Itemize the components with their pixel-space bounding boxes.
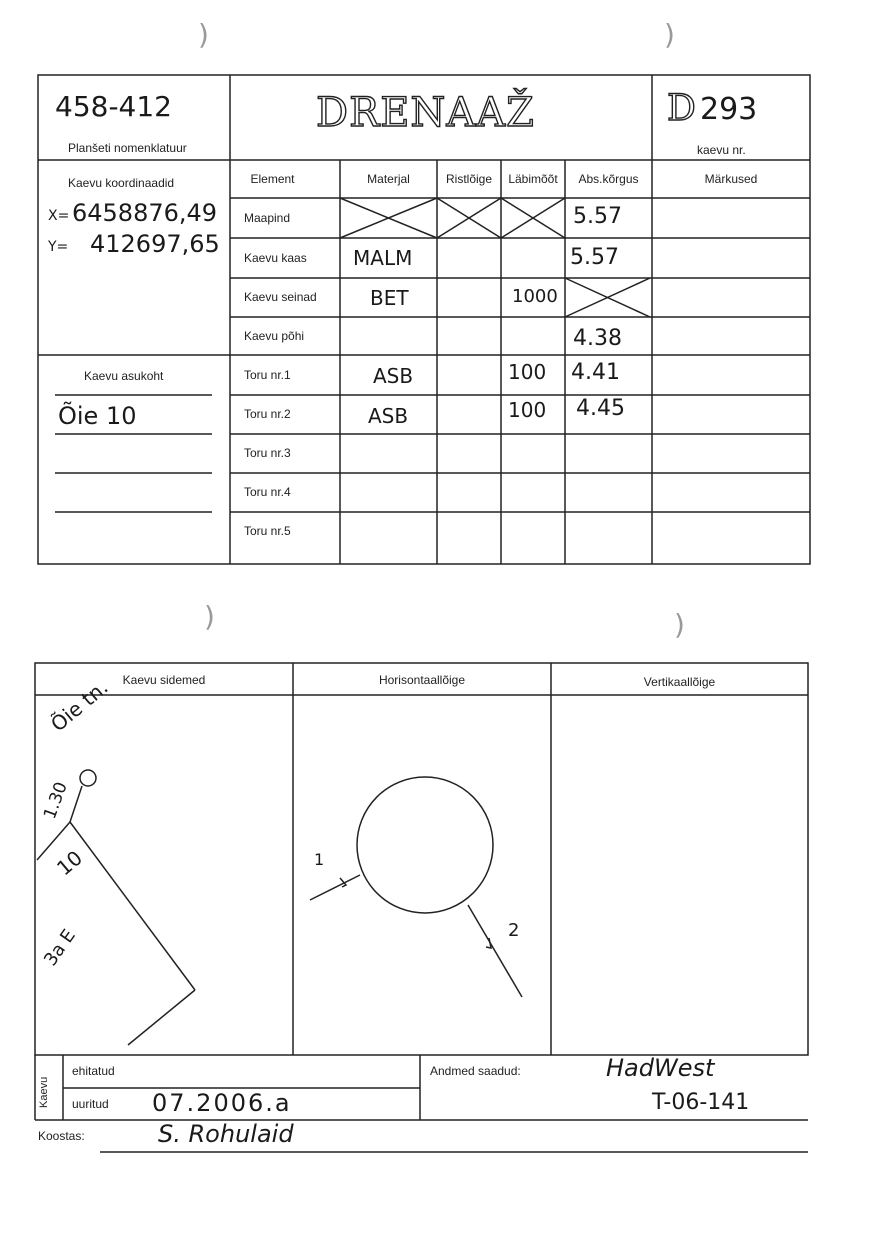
col-header-material: Materjal bbox=[367, 172, 410, 186]
x-coordinate-prefix: X= bbox=[48, 208, 70, 224]
row-diameter: 100 bbox=[508, 360, 547, 384]
row-element: Toru nr.5 bbox=[244, 524, 291, 538]
compiled-value: S. Rohulaid bbox=[158, 1120, 294, 1148]
y-coordinate-value: 412697,65 bbox=[90, 230, 220, 258]
col-header-notes: Märkused bbox=[704, 172, 758, 186]
row-elevation: 4.41 bbox=[571, 360, 620, 385]
sketch-horizontal-label: Horisontaallõige bbox=[378, 673, 466, 687]
well-number-label: kaevu nr. bbox=[697, 143, 746, 157]
row-element: Kaevu põhi bbox=[244, 329, 305, 343]
row-elevation: 4.45 bbox=[576, 396, 625, 421]
row-material: BET bbox=[370, 286, 409, 310]
surveyed-value: 07.2006.a bbox=[152, 1089, 292, 1117]
map-sheet-label: Planšeti nomenklatuur bbox=[68, 141, 187, 155]
col-header-elevation: Abs.kõrgus bbox=[578, 172, 639, 186]
pipe-2-label: 2 bbox=[508, 920, 520, 941]
col-header-element: Element bbox=[250, 172, 295, 186]
binder-hole: ) bbox=[198, 18, 209, 51]
row-material: ASB bbox=[368, 404, 409, 428]
row-element: Toru nr.1 bbox=[244, 368, 291, 382]
location-label: Kaevu asukoht bbox=[84, 369, 164, 383]
data-obtained-value: HadWest bbox=[606, 1054, 715, 1082]
sketch-street-note: Õie tn. bbox=[46, 675, 113, 737]
data-obtained-label: Andmed saadud: bbox=[430, 1064, 521, 1078]
surveyed-label: uuritud bbox=[72, 1097, 109, 1111]
well-number-prefix: D bbox=[667, 88, 697, 129]
form-title: DRENAAŽ bbox=[316, 90, 535, 136]
binder-hole: ) bbox=[204, 600, 215, 633]
row-element: Toru nr.3 bbox=[244, 446, 291, 460]
col-header-cross-section: Ristlõige bbox=[445, 172, 493, 186]
sketch-links-label: Kaevu sidemed bbox=[122, 673, 206, 687]
row-material: ASB bbox=[373, 364, 414, 388]
row-elevation: 4.38 bbox=[573, 326, 622, 351]
footer-well-side-label: Kaevu bbox=[38, 1076, 50, 1108]
y-coordinate-prefix: Y= bbox=[48, 239, 69, 255]
location-value: Õie 10 bbox=[58, 402, 137, 430]
row-element: Kaevu kaas bbox=[244, 251, 307, 265]
sketch-house-number: 10 bbox=[52, 845, 87, 881]
binder-hole: ) bbox=[674, 608, 685, 641]
row-elevation: 5.57 bbox=[573, 204, 622, 229]
row-material: MALM bbox=[353, 246, 413, 270]
sketch-distance-note: 1.30 bbox=[40, 779, 72, 822]
x-coordinate-value: 6458876,49 bbox=[72, 199, 218, 227]
row-diameter: 1000 bbox=[512, 286, 558, 307]
pipe-1-label: 1 bbox=[314, 850, 325, 869]
row-diameter: 100 bbox=[508, 398, 547, 422]
compiled-label: Koostas: bbox=[38, 1129, 85, 1143]
binder-hole: ) bbox=[664, 18, 675, 51]
row-element: Toru nr.4 bbox=[244, 485, 291, 499]
row-elevation: 5.57 bbox=[570, 245, 619, 270]
row-element: Kaevu seinad bbox=[244, 290, 317, 304]
row-element: Toru nr.2 bbox=[244, 407, 291, 421]
sketch-vertical-label: Vertikaallõige bbox=[643, 675, 716, 689]
sketch-house-note: 3a E bbox=[40, 925, 80, 971]
col-header-diameter: Läbimõõt bbox=[508, 172, 558, 186]
well-number-value: 293 bbox=[700, 92, 758, 127]
coordinates-label: Kaevu koordinaadid bbox=[68, 176, 175, 190]
built-label: ehitatud bbox=[72, 1064, 115, 1078]
row-element: Maapind bbox=[244, 211, 291, 225]
data-obtained-reference: T-06-141 bbox=[652, 1090, 750, 1115]
map-sheet-value: 458-412 bbox=[55, 90, 172, 123]
